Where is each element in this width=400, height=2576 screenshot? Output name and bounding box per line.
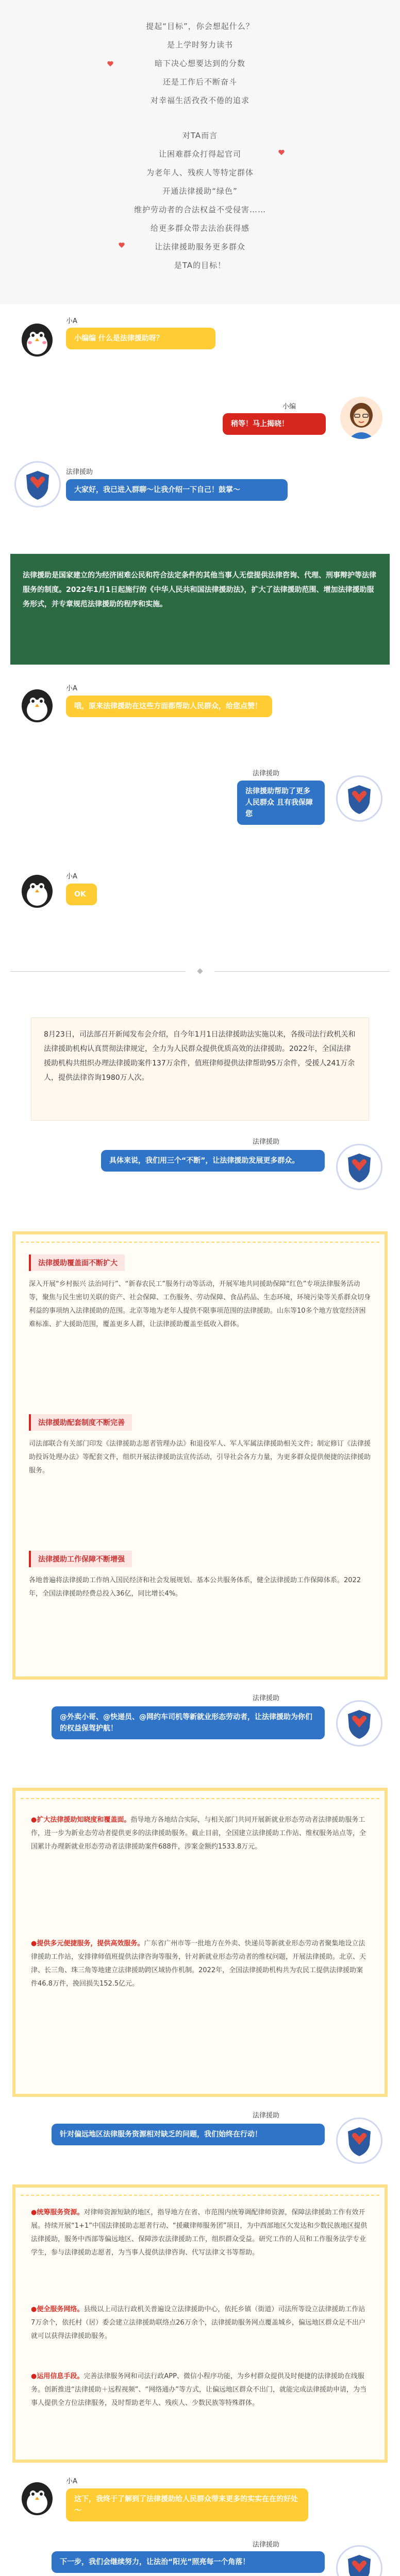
bird-avatar-icon xyxy=(14,2473,60,2518)
measure-paragraph xyxy=(31,2206,369,2260)
speaker-name: 法律援助 xyxy=(253,2112,280,2120)
frame-border-decoration xyxy=(21,1798,379,1799)
intro-line: 对幸福生活孜孜不倦的追求 xyxy=(150,96,249,105)
avatar-legal-aid xyxy=(336,2545,382,2576)
frame-border-decoration xyxy=(21,2195,379,2196)
intro-line: 对TA而言 xyxy=(182,131,218,140)
speaker-name: 法律援助 xyxy=(253,770,280,777)
avatar-xiao-bian xyxy=(340,397,382,439)
chat-bubble: OK xyxy=(66,884,97,905)
avatar-xiao-a xyxy=(14,2473,60,2518)
section-body: 各地普遍将法律援助工作纳入国民经济和社会发展规划、基本公共服务体系，健全法律援助工作保障体系。2022年，全国法律援助经费总投入36亿，同比增长4%。 xyxy=(29,1577,361,1598)
measure-body: 完善法律服务网和司法行政APP、微信小程序功能，为乡村群众提供及时便捷的法律援助在线服务。创新推进“法律援助＋远程视频”、“网络通办”等方式，让偏远地区群众不出门，就能完成法律援助申请，为当事人提供全方位法律服务，及时帮助老年人、残疾人、少数民族等特殊群体。 xyxy=(31,2372,366,2407)
chat-bubble: @外卖小哥、@快递员、@网约车司机等新就业形态劳动者，让法律援助为你们的权益保驾护航！ xyxy=(52,1706,325,1739)
legal-aid-logo-icon xyxy=(338,777,381,820)
measure-body: 县级以上司法行政机关普遍设立法律援助中心，依托乡镇（街道）司法所等设立法律援助工作站7万余个，依托村（居）委会建立法律援助联络点26万余个，法律援助服务网点覆盖城乡，偏远地区群众足不出户就可以获得法律援助服务。 xyxy=(31,2306,365,2340)
avatar-legal-aid xyxy=(336,1700,382,1747)
measure-body: 指导地方各地结合实际，与相关部门共同开展新就业形态劳动者法律援助服务工作，进一步为新业态劳动者提供更多的法律援助服务。截止目前，全国建立法律援助工作站、维权服务站点等，全国累计办理新就业形态劳动者法律援助案件688件，涉案金额约1533.8万元。 xyxy=(31,1816,366,1851)
intro-line: 给更多群众带去法治获得感 xyxy=(150,224,249,233)
section-title: 法律援助工作保障不断增强 xyxy=(29,1551,132,1567)
speaker-name: 法律援助 xyxy=(253,1694,280,1702)
measure-label: ●扩大法律援助知晓度和覆盖面。 xyxy=(31,1816,131,1824)
legal-aid-logo-icon xyxy=(338,2119,381,2162)
measure-body: 广东省广州市等一批地方在外卖、快递员等新就业形态劳动者聚集地设立法律援助工作站，安排律师值班提供法律咨询等服务，针对新就业形态劳动者的维权问题，开展法律援助。北京、天津、长三角、珠三角等地建立法律援助跨区域协作机制。2022年，全国法律援助机构共为农民工提供法律援助案件46.8万件，挽回损失152.5亿元。 xyxy=(31,1940,366,1988)
intro-line: 开通法律援助“绿色” xyxy=(162,187,238,196)
intro-line: 为老年人、残疾人等特定群体 xyxy=(146,168,254,177)
intro-line: 还是工作后不断奋斗 xyxy=(162,77,237,87)
measure-label: ●提供多元便捷服务，提供高效服务。 xyxy=(31,1940,144,1947)
chat-bubble: 稍等！马上揭晓！ xyxy=(223,413,326,435)
measure-label: ●统筹服务资源。 xyxy=(31,2209,84,2216)
intro-line: 暗下决心想要达到的分数 xyxy=(154,59,245,68)
speaker-name: 小A xyxy=(66,873,77,880)
measure-label: ●运用信息手段。 xyxy=(31,2372,84,2380)
legal-aid-logo-icon xyxy=(16,463,59,506)
intro-line: 提起“目标”，你会想起什么？ xyxy=(146,22,254,31)
section-body: 司法部联合有关部门印发《法律援助志愿者管理办法》和退役军人、军人军属法律援助相关文件；制定修订《法律援助投诉处理办法》等配套文件，组织开展法律援助法宣传活动，引导社会各方力量，为更多群众提供便捷的法律援助服务。 xyxy=(29,1440,371,1475)
avatar-legal-aid xyxy=(14,461,61,507)
intro-line: 维护劳动者的合法权益不受侵害…… xyxy=(134,205,266,214)
speaker-name: 小编 xyxy=(282,403,296,411)
measure-paragraph xyxy=(31,1814,369,1854)
avatar-xiao-a xyxy=(14,314,60,360)
chat-bubble: 这下，我终于了解到了法律援助给人民群众带来更多的实实在在的好处～ xyxy=(66,2488,308,2521)
frame-border-decoration xyxy=(21,1242,379,1243)
avatar-legal-aid xyxy=(336,775,382,822)
measure-body: 对律师资源短缺的地区，指导地方在省、市范围内统筹调配律师资源，保障法律援助工作有效开展。持续开展“1+1”中国法律援助志愿者行动、“援藏律师服务团”项目，为中西部地区欠发达和少数民族地区提供法律援助，服务中西部等偏远地区、保障涉农法律援助工作，组织群众受益。研究工作的人员和工作服务法学专业学生，参与法律援助志愿者，为当事人提供法律咨询、代写法律文书等帮助。 xyxy=(31,2209,368,2257)
bird-avatar-icon xyxy=(14,314,60,360)
heart-icon xyxy=(119,242,125,248)
measure-label: ●便全服务网络。 xyxy=(31,2306,84,2313)
intro-line: 是TA的目标！ xyxy=(174,261,226,270)
legal-aid-logo-icon xyxy=(338,1702,381,1745)
intro-line: 是上学时努力读书 xyxy=(166,40,233,49)
section-title: 法律援助覆盖面不断扩大 xyxy=(29,1255,125,1271)
avatar-xiao-a xyxy=(14,680,60,725)
measure-paragraph xyxy=(31,2370,369,2410)
intro-section xyxy=(0,0,400,304)
speaker-name: 小A xyxy=(66,2478,77,2485)
section-title: 法律援助配套制度不断完善 xyxy=(29,1414,132,1431)
definition-text: 法律援助是国家建立的为经济困难公民和符合法定条件的其他当事人无偿提供法律咨询、代理、刑事辩护等法律服务的制度。2022年1月1日起施行的《中华人民共和国法律援助法》，扩大了法律援助范围、增加法律援助服务形式，并专章规范法律援助的程序和实施。 xyxy=(23,571,376,608)
definition-panel xyxy=(10,554,390,665)
intro-line: 让法律援助服务更多群众 xyxy=(154,242,245,251)
chat-bubble: 小编编 什么是法律援助呀？ xyxy=(66,328,215,349)
avatar-legal-aid xyxy=(336,1144,382,1190)
speaker-name: 小A xyxy=(66,685,77,692)
speaker-name: 法律援助 xyxy=(66,468,93,476)
intro-line: 让困难群众打得起官司 xyxy=(158,149,241,159)
divider-ornament xyxy=(197,968,203,974)
speaker-name: 小A xyxy=(66,317,77,325)
speaker-name: 法律援助 xyxy=(253,1138,280,1146)
avatar-legal-aid xyxy=(336,2117,382,2164)
chat-bubble: 哦，原来法律援助在这些方面都帮助人民群众，给您点赞！ xyxy=(66,696,272,717)
chat-bubble: 下一步，我们会继续努力，让法治“阳光”照亮每一个角落！ xyxy=(52,2551,325,2573)
heart-icon xyxy=(107,61,113,67)
chat-bubble: 具体来说，我们用三个“不断”，让法律援助发展更多群众。 xyxy=(101,1150,325,1172)
chat-bubble: 针对偏远地区法律服务资源相对缺乏的问题，我们始终在行动！ xyxy=(52,2124,325,2145)
legal-aid-logo-icon xyxy=(338,2547,381,2576)
editor-avatar-icon xyxy=(340,397,382,439)
chat-bubble: 法律援助帮助了更多人民群众 且有我保障您 xyxy=(237,781,325,825)
speaker-name: 法律援助 xyxy=(253,2541,280,2549)
legal-aid-logo-icon xyxy=(338,1145,381,1189)
heart-icon xyxy=(278,149,285,156)
measure-paragraph xyxy=(31,1937,369,1991)
bird-avatar-icon xyxy=(14,866,60,911)
bird-avatar-icon xyxy=(14,680,60,725)
section-body: 深入开展“乡村振兴 法治同行”、“新春农民工”服务行动等活动，开展军地共同援助保障“红色”专项法律服务活动等，聚焦与民生密切关联的资产、社会保障、工伤服务、劳动保障、食品药品、生态环境，环境污染等关系群众切身利益的事项纳入法律援助的范围。北京等地为老年人提供不限事项范围的法律援助。山东等10多个地方放宽经济困难标准、扩大援助范围，覆盖更多人群，让法律援助覆盖至低收入群体。 xyxy=(29,1280,371,1328)
news-paragraph xyxy=(31,1018,369,1121)
divider xyxy=(214,971,390,972)
divider xyxy=(10,971,186,972)
news-text: 8月23日，司法部召开新闻发布会介绍，自今年1月1日法律援助法实施以来，各级司法行政机关和法律援助机构认真贯彻法律规定，全力为人民群众提供优质高效的法律援助。2022年，全国法律援助机构共组织办理法律援助案件137万余件，值班律师提供法律帮助95万余件，受援人241万余人，提供法律咨询1980万人次。 xyxy=(44,1030,356,1082)
measure-paragraph xyxy=(31,2303,369,2343)
chat-bubble: 大家好，我已进入群聊～让我介绍一下自己！鼓掌～ xyxy=(66,479,288,501)
avatar-xiao-a xyxy=(14,866,60,911)
